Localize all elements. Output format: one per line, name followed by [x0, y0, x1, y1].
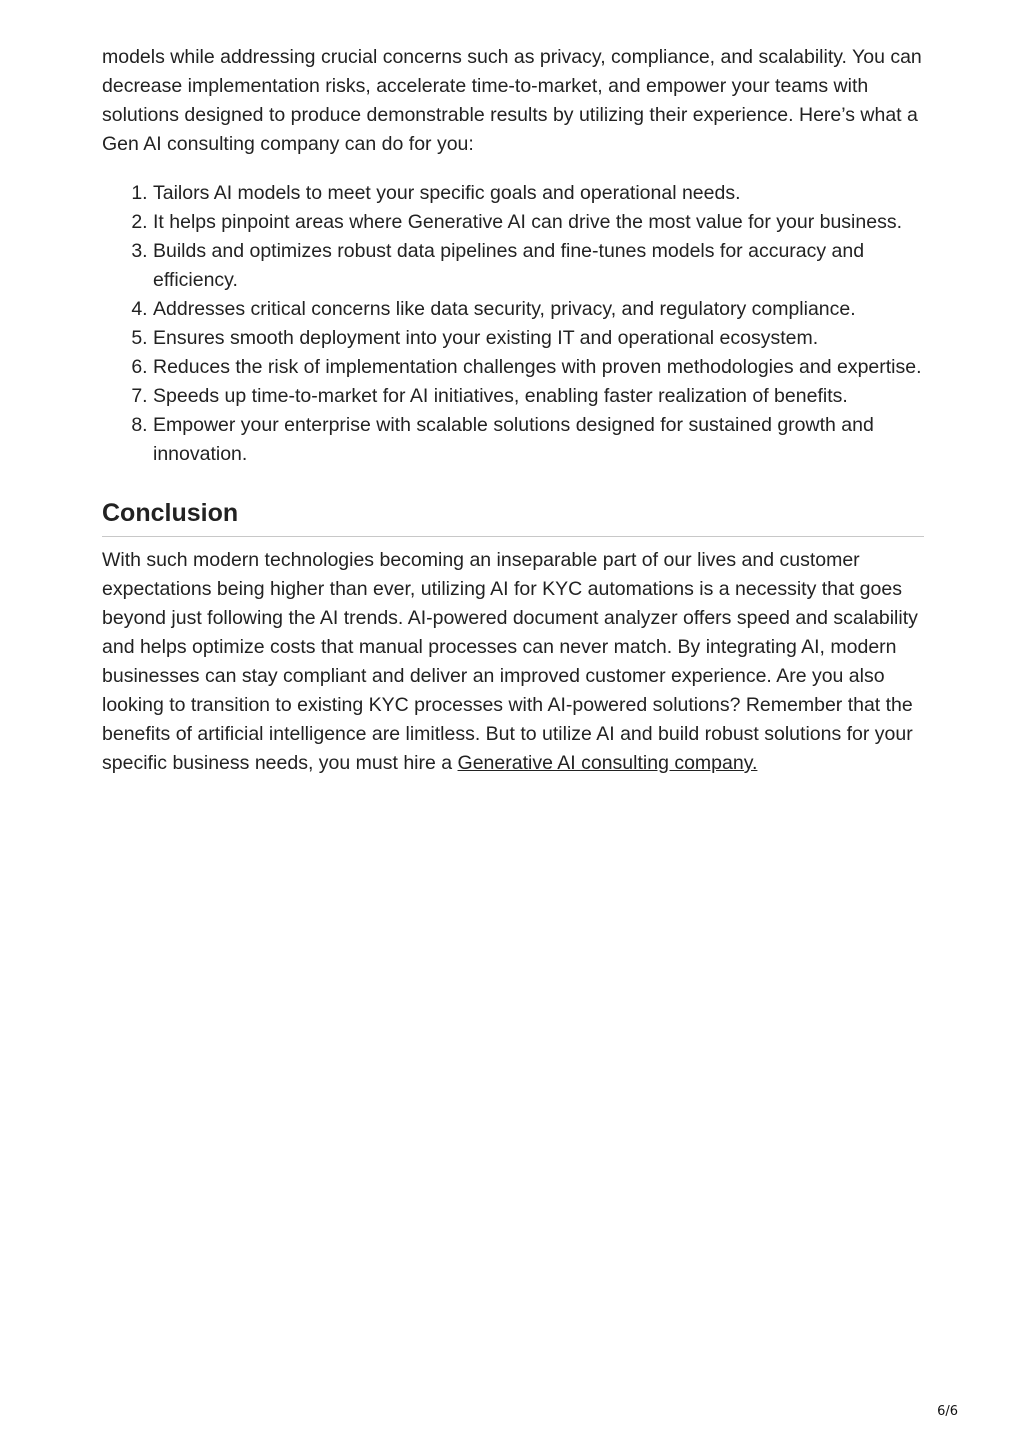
intro-paragraph: models while addressing crucial concerns such as privacy, compliance, and scalability. You can decrease implementation risks, accelerate time-to-market, and empower your teams with solutions designed to produce demonstrable results by utilizing their experience. Here’s what a Gen AI consulting company can do for you: [102, 46, 922, 155]
list-item: 6. Reduces the risk of implementation challenges with proven methodologies and expertise. [153, 353, 924, 382]
list-item: 7. Speeds up time-to-market for AI initiatives, enabling faster realization of benefits. [153, 382, 924, 411]
consulting-company-link[interactable]: Generative AI consulting company. [457, 752, 758, 774]
document-body [102, 43, 924, 778]
list-item: 1. Tailors AI models to meet your specific goals and operational needs. [153, 179, 924, 208]
list-item: 5. Ensures smooth deployment into your existing IT and operational ecosystem. [153, 324, 924, 353]
benefits-list [102, 179, 924, 469]
conclusion-heading: Conclusion [102, 496, 924, 537]
conclusion-text: With such modern technologies becoming an inseparable part of our lives and customer expectations being higher than ever, utilizing AI for KYC automations is a necessity that goes beyond just following the AI trends. AI-powered document analyzer offers speed and scalability and helps optimize costs that manual processes can never match. By integrating AI, modern businesses can stay compliant and deliver an improved customer experience. Are you also looking to transition to existing KYC processes with AI-powered solutions? Remember that the benefits of artificial intelligence are limitless. But to utilize AI and build robust solutions for your specific business needs, you must hire a [102, 549, 918, 774]
page-number: 6/6 [937, 1404, 958, 1419]
list-item: 2. It helps pinpoint areas where Generative AI can drive the most value for your business. [153, 208, 924, 237]
list-item: 4. Addresses critical concerns like data security, privacy, and regulatory compliance. [153, 295, 924, 324]
list-item: 3. Builds and optimizes robust data pipelines and fine-tunes models for accuracy and efficiency. [153, 237, 924, 295]
list-item: 8. Empower your enterprise with scalable solutions designed for sustained growth and innovation. [153, 411, 924, 469]
conclusion-paragraph [102, 546, 924, 778]
